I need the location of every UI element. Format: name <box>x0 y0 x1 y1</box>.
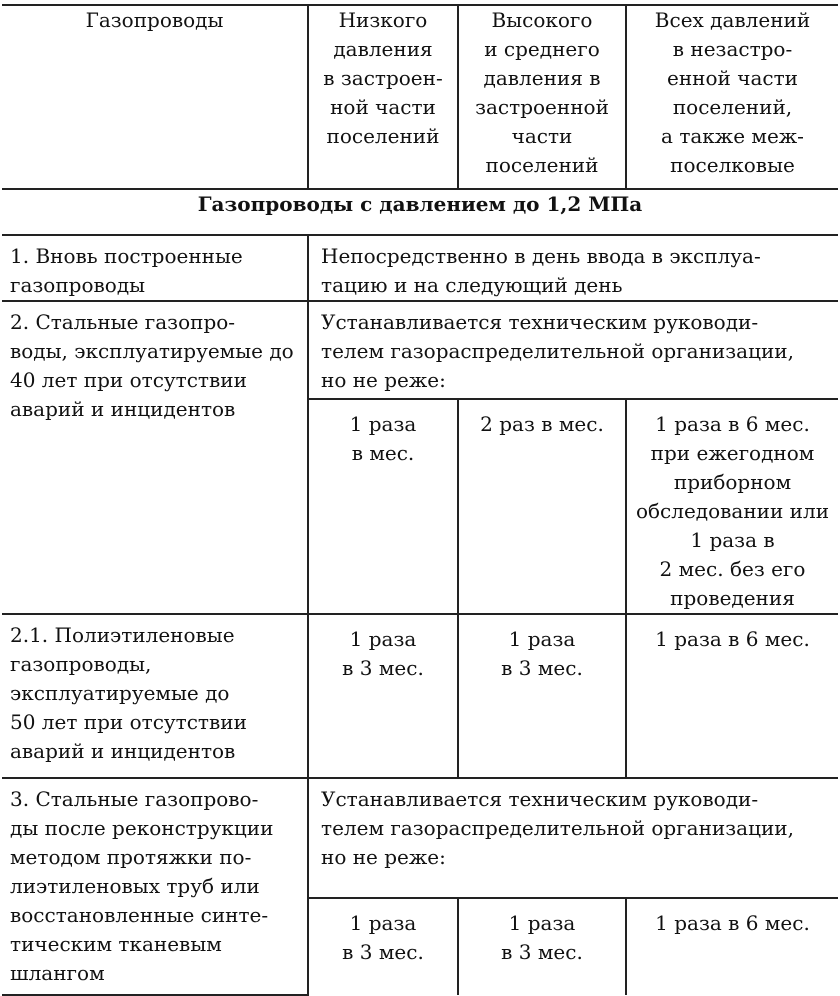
text-line: Высокого <box>491 8 593 32</box>
text-line: давления в <box>483 66 601 90</box>
text-line: аварий и инцидентов <box>10 739 236 763</box>
row-text <box>308 778 838 898</box>
text-line: 1 раза <box>349 627 417 651</box>
row-label <box>2 235 308 301</box>
text-line: приборном <box>673 470 792 494</box>
value-all <box>626 399 838 614</box>
text-line: обследовании или <box>635 499 830 523</box>
table-row <box>2 778 838 898</box>
text-line: застроенной <box>475 95 609 119</box>
row-label <box>2 301 308 614</box>
text-line: газопроводы <box>10 273 146 297</box>
text-line: 1 раза в <box>690 528 775 552</box>
value-all <box>626 614 838 778</box>
text-line: енной части <box>667 66 798 90</box>
row-label <box>2 778 308 995</box>
text-line: 2.1. Полиэтиленовые <box>10 623 235 647</box>
row-text <box>308 301 838 399</box>
text-line: поселений <box>326 124 440 148</box>
text-line: тическим тканевым <box>10 932 222 956</box>
value-high-medium <box>458 614 626 778</box>
header-all-pressures <box>626 5 838 189</box>
section-title: Газопроводы с давлением до 1,2 МПа <box>2 189 838 235</box>
text-line: восстановленные синте- <box>10 903 269 927</box>
text-line: и среднего <box>484 37 600 61</box>
row-label <box>2 614 308 778</box>
value-all <box>626 898 838 995</box>
table-row <box>2 301 838 399</box>
text-line: в незастро- <box>672 37 793 61</box>
text-line: Устанавливается техническим руководи- <box>321 310 759 334</box>
text-line: тацию и на следующий день <box>321 273 623 297</box>
text-line: газопроводы, <box>10 652 152 676</box>
value-low <box>308 898 458 995</box>
text-line: 40 лет при отсутствии <box>10 368 247 392</box>
text-line: Всех давлений <box>654 8 811 32</box>
text-line: проведения <box>670 586 795 610</box>
text-line: 2 мес. без его <box>659 557 806 581</box>
value-high-medium <box>458 399 626 614</box>
text-line: аварий и инцидентов <box>10 397 236 421</box>
text-line: в застроен- <box>323 66 443 90</box>
section-row <box>2 189 838 235</box>
text-line: шлангом <box>10 961 105 985</box>
value-low <box>308 614 458 778</box>
text-line: эксплуатируемые до <box>10 681 230 705</box>
text-line: давления <box>333 37 433 61</box>
text-line: но не реже: <box>321 845 446 869</box>
text-line: в 3 мес. <box>342 940 424 964</box>
text-line: а также меж- <box>661 124 804 148</box>
text-line: 1 раза <box>349 412 417 436</box>
text-line: но не реже: <box>321 368 446 392</box>
text-line: телем газораспределительной организации, <box>321 816 794 840</box>
text-line: 1. Вновь построенные <box>10 244 243 268</box>
text-line: при ежегодном <box>650 441 815 465</box>
text-line: 3. Стальные газопрово- <box>10 787 259 811</box>
text-line: поселковые <box>670 153 795 177</box>
text-line: 1 раза в 6 мес. <box>655 412 810 436</box>
text-line: 50 лет при отсутствии <box>10 710 247 734</box>
text-line: в 3 мес. <box>501 656 583 680</box>
text-line: части <box>511 124 573 148</box>
text-line: 2. Стальные газопро- <box>10 310 236 334</box>
text-line: ной части <box>330 95 436 119</box>
text-line: в 3 мес. <box>501 940 583 964</box>
text-line: ды после реконструкции <box>10 816 274 840</box>
header-pipelines: Газопроводы <box>2 5 308 189</box>
row-text <box>308 235 838 301</box>
text-line: поселений <box>485 153 599 177</box>
table-row <box>2 614 838 778</box>
text-line: 1 раза <box>349 911 417 935</box>
value-low <box>308 399 458 614</box>
text-line: воды, эксплуатируемые до <box>10 339 294 363</box>
text-line: 1 раза <box>508 627 576 651</box>
text-line: поселений, <box>672 95 793 119</box>
gas-inspection-table <box>2 4 838 996</box>
text-line: телем газораспределительной организации, <box>321 339 794 363</box>
text-line: методом протяжки по- <box>10 845 252 869</box>
text-line: в мес. <box>351 441 415 465</box>
header-low-pressure <box>308 5 458 189</box>
value-high-medium <box>458 898 626 995</box>
header-row <box>2 5 838 189</box>
text-line: Низкого <box>338 8 428 32</box>
header-high-medium-pressure <box>458 5 626 189</box>
text-line: 1 раза в 6 мес. <box>655 627 810 651</box>
text-line: в 3 мес. <box>342 656 424 680</box>
text-line: 1 раза в 6 мес. <box>655 911 810 935</box>
text-line: 1 раза <box>508 911 576 935</box>
text-line: 2 раз в мес. <box>480 412 604 436</box>
table-row <box>2 235 838 301</box>
text-line: Непосредственно в день ввода в эксплуа- <box>321 244 761 268</box>
text-line: Устанавливается техническим руководи- <box>321 787 759 811</box>
text-line: лиэтиленовых труб или <box>10 874 260 898</box>
